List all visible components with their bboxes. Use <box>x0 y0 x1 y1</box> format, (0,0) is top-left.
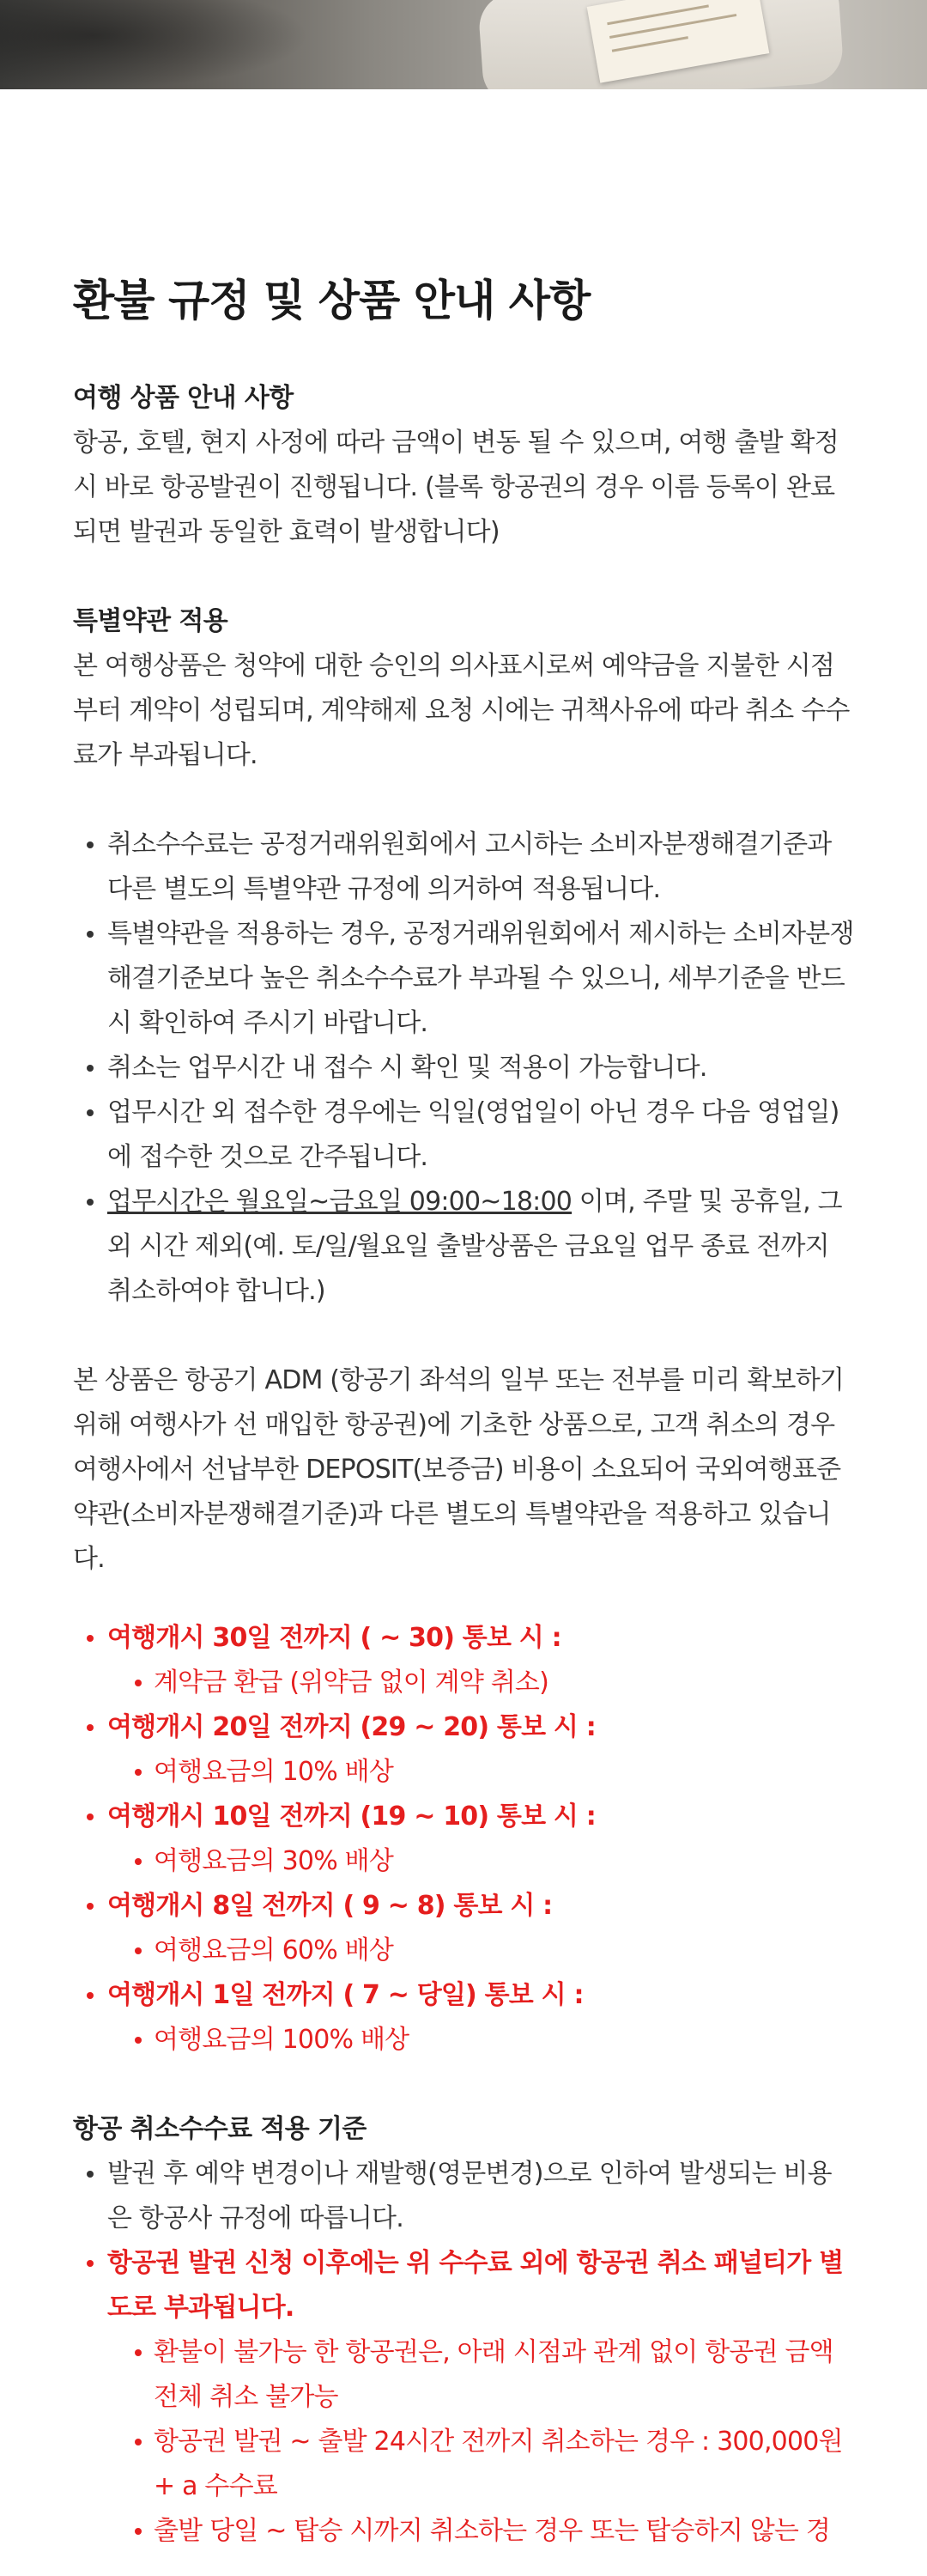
cancel-fee-detail: 여행요금의 30% 배상 <box>107 1839 854 1884</box>
list-item: 특별약관을 적용하는 경우, 공정거래위원회에서 제시하는 소비자분쟁해결기준보다 높은 취소수수료가 부과될 수 있으니, 세부기준을 반드시 확인하여 주시기 바랍니다. <box>73 912 854 1046</box>
product-notice-heading: 여행 상품 안내 사항 <box>73 383 294 413</box>
list-item: 취소는 업무시간 내 접수 시 확인 및 적용이 가능합니다. <box>73 1046 854 1091</box>
airline-penalty-detail: 항공권 발권 ~ 출발 24시간 전까지 취소하는 경우 : 300,000원 + a 수수료 <box>107 2420 854 2509</box>
cancel-fee-item: 여행개시 8일 전까지 ( 9 ~ 8) 통보 시 : 여행요금의 60% 배상 <box>73 1884 854 1973</box>
special-terms-list <box>73 823 854 1314</box>
cancel-fee-detail: 여행요금의 60% 배상 <box>107 1929 854 1973</box>
airline-fee-list <box>73 2152 854 2554</box>
refund-policy-content <box>73 275 854 2554</box>
card-line <box>609 14 736 39</box>
product-notice-body: 항공, 호텔, 현지 사정에 따라 금액이 변동 될 수 있으며, 여행 출발 확정시 바로 항공발권이 진행됩니다. (블록 항공권의 경우 이름 등록이 완료되면 발권과 동일한 효력이 발생합니다) <box>73 428 839 547</box>
cancel-fee-item: 여행개시 1일 전까지 ( 7 ~ 당일) 통보 시 : 여행요금의 100% 배상 <box>73 1973 854 2063</box>
list-item: 업무시간 외 접수한 경우에는 익일(영업일이 아닌 경우 다음 영업일)에 접수한 것으로 간주됩니다. <box>73 1091 854 1180</box>
cancel-fee-item: 여행개시 20일 전까지 (29 ~ 20) 통보 시 : 여행요금의 10% 배상 <box>73 1705 854 1795</box>
product-notice-section <box>73 376 854 555</box>
business-hours-item <box>73 1180 854 1314</box>
business-hours-text: 업무시간은 월요일~금요일 09:00~18:00 <box>107 1187 573 1217</box>
airline-fee-section <box>73 2107 854 2554</box>
special-terms-heading: 특별약관 적용 <box>73 606 228 636</box>
cancel-fee-detail: 여행요금의 100% 배상 <box>107 2018 854 2063</box>
cancel-fee-detail: 여행요금의 10% 배상 <box>107 1750 854 1795</box>
airline-fee-heading: 항공 취소수수료 적용 기준 <box>73 2114 367 2144</box>
list-item: 취소수수료는 공정거래위원회에서 고시하는 소비자분쟁해결기준과 다른 별도의 특별약관 규정에 의거하여 적용됩니다. <box>73 823 854 912</box>
special-terms-section <box>73 599 854 1314</box>
adm-notice-body: 본 상품은 항공기 ADM (항공기 좌석의 일부 또는 전부를 미리 확보하기 위해 여행사가 선 매입한 항공권)에 기초한 상품으로, 고객 취소의 경우 여행사에서 선납부한 DEPOSIT(보증금) 비용이 소요되어 국외여행표준약관(소비자분쟁해결기준)과 다른 별도의 특별약관을 적용하고 있습니다. <box>73 1365 845 1574</box>
cancel-fee-list <box>73 1616 854 2063</box>
airline-penalty-detail: 환불이 불가능 한 항공권은, 아래 시점과 관계 없이 항공권 금액 전체 취소 불가능 <box>107 2330 854 2420</box>
airline-penalty-detail: 출발 당일 ~ 탑승 시까지 취소하는 경우 또는 탑승하지 않는 경 <box>107 2509 854 2554</box>
list-item: 발권 후 예약 변경이나 재발행(영문변경)으로 인하여 발생되는 비용은 항공사 규정에 따릅니다. <box>73 2152 854 2241</box>
page-title: 환불 규정 및 상품 안내 사항 <box>73 276 591 325</box>
hero-image <box>0 0 927 89</box>
cancel-fee-item: 여행개시 10일 전까지 (19 ~ 10) 통보 시 : 여행요금의 30% 배상 <box>73 1795 854 1884</box>
special-terms-body: 본 여행상품은 청약에 대한 승인의 의사표시로써 예약금을 지불한 시점부터 계약이 성립되며, 계약해제 요청 시에는 귀책사유에 따라 취소 수수료가 부과됩니다. <box>73 651 850 770</box>
airline-penalty-item: 항공권 발권 신청 이후에는 위 수수료 외에 항공권 취소 패널티가 별도로 부과됩니다. 환불이 불가능 한 항공권은, 아래 시점과 관계 없이 항공권 금액 전체 취소 불가능 항공권 발권 ~ 출발 24시간 전까지 취소하는 경우 : 300,000원 + a 수수료 출발 당일 ~ 탑승 시까지 취소하는 경우 또는 탑승하지 않는 경 <box>73 2241 854 2554</box>
business-hours-rest: 이며, 주말 및 공휴일, 그 외 시간 제외(예. 토/일/월요일 출발상품은 금요일 업무 종료 전까지 취소하여야 합니다.) <box>107 1187 842 1306</box>
cancel-fee-detail: 계약금 환급 (위약금 없이 계약 취소) <box>107 1661 854 1705</box>
card-line <box>612 36 688 52</box>
hero-shadow <box>0 0 309 89</box>
cancel-fee-item: 여행개시 30일 전까지 ( ~ 30) 통보 시 : 계약금 환급 (위약금 없이 계약 취소) <box>73 1616 854 1705</box>
